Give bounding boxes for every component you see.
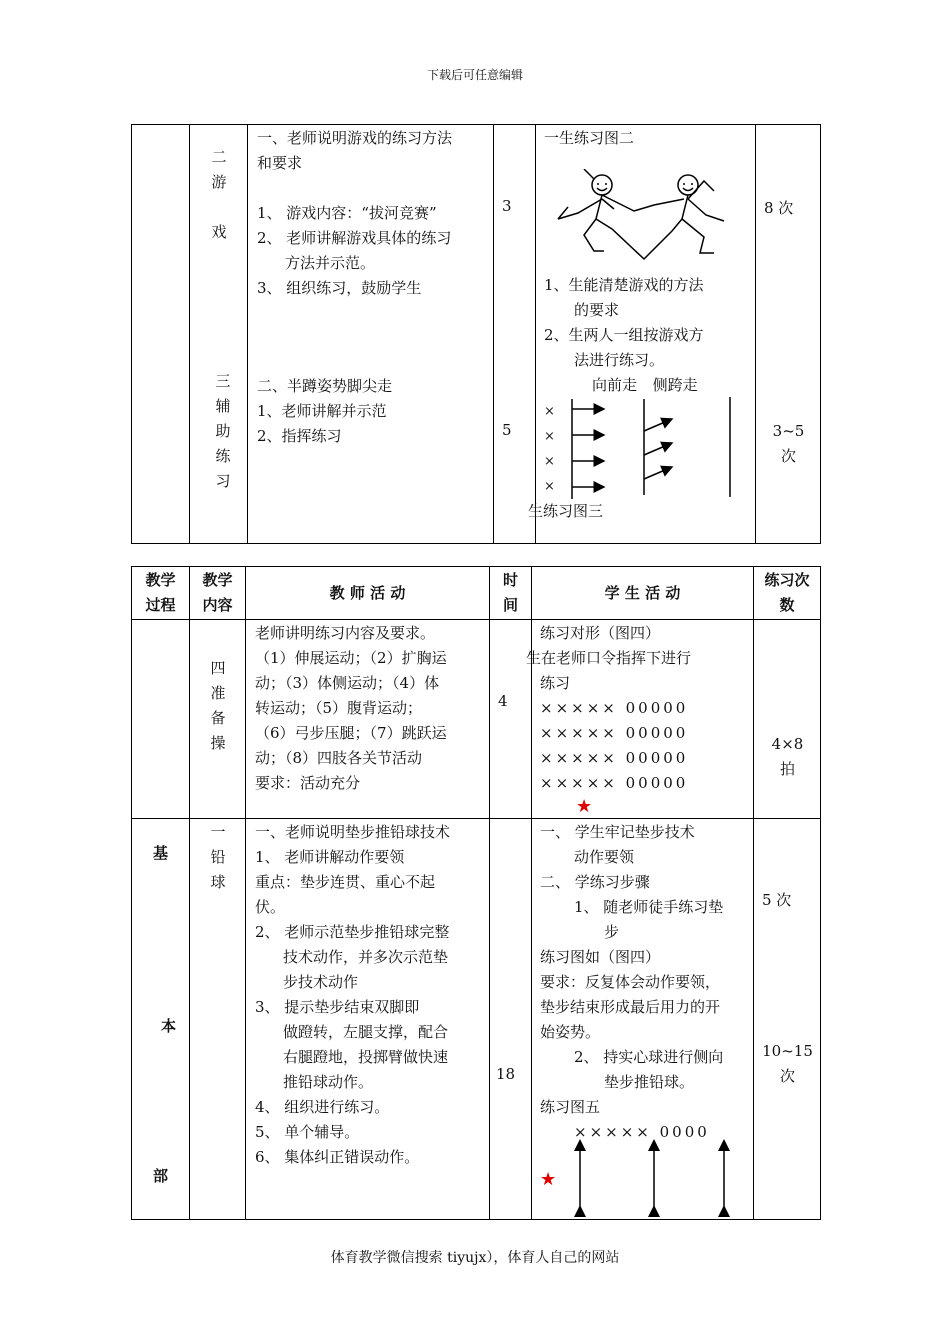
tug-of-war-figure xyxy=(554,169,734,269)
student-line: 生在老师口令指挥下进行 xyxy=(526,649,692,667)
side-arrow-icon xyxy=(644,467,672,479)
student-marker: × xyxy=(544,479,555,494)
teacher-line: 2、指挥练习 xyxy=(257,427,342,445)
content-char: 一 xyxy=(210,823,226,841)
header-student: 学 生 活 动 xyxy=(532,567,754,620)
student-line: 1、 随老师徒手练习垫 xyxy=(574,898,724,916)
teacher-line: 一、老师说明垫步推铅球技术 xyxy=(255,823,451,841)
count-value: 次 xyxy=(780,447,796,465)
movement-arrows-figure xyxy=(566,395,746,499)
content-cell xyxy=(190,819,246,1220)
teacher-line: 右腿蹬地，投掷臂做快速 xyxy=(283,1048,449,1066)
content-char: 习 xyxy=(215,472,231,490)
teacher-line: 推铅球动作。 xyxy=(283,1073,374,1091)
content-char: 戏 xyxy=(211,223,227,241)
content-char: 铅 xyxy=(210,848,226,866)
teacher-line: 要求：活动充分 xyxy=(255,774,361,792)
content-char: 四 xyxy=(210,659,226,677)
formation-row: ××××× 0000 xyxy=(574,1123,710,1141)
diagram-label-side: 侧跨走 xyxy=(652,376,698,394)
teacher-activity-cell xyxy=(248,125,494,544)
process-char: 本 xyxy=(161,1017,177,1035)
teacher-line: 动；（3）体侧运动；（4）体 xyxy=(255,674,440,692)
process-cell-empty xyxy=(132,125,190,544)
student-line: 法进行练习。 xyxy=(574,351,665,369)
side-arrow-icon xyxy=(644,419,672,431)
teacher-line: 5、 单个辅导。 xyxy=(255,1123,360,1141)
student-line: 练习图如（图四） xyxy=(540,948,661,966)
content-cell xyxy=(190,620,246,819)
content-char: 准 xyxy=(210,684,226,702)
count-value: 3~5 xyxy=(772,422,805,440)
student-marker: × xyxy=(544,454,555,469)
student-marker: × xyxy=(544,404,555,419)
header-process: 教学 过程 xyxy=(132,567,190,620)
process-char: 基 xyxy=(153,844,169,862)
teacher-line: 转运动；（5）腹背运动； xyxy=(255,699,423,717)
teacher-position-star-icon: ★ xyxy=(540,1169,557,1190)
content-char: 备 xyxy=(210,709,226,727)
count-value: 次 xyxy=(779,1067,795,1085)
count-value: 5 次 xyxy=(762,891,792,909)
process-char: 部 xyxy=(153,1167,169,1185)
lesson-table-bottom xyxy=(131,566,821,1220)
content-char: 练 xyxy=(215,447,231,465)
time-cell xyxy=(490,819,532,1220)
teacher-line: 2、 老师讲解游戏具体的练习 xyxy=(257,229,452,247)
header-content: 教学 内容 xyxy=(190,567,246,620)
count-value: 8 次 xyxy=(764,199,794,217)
process-cell-empty xyxy=(132,620,190,819)
student-line: 练习图五 xyxy=(540,1098,601,1116)
count-value: 拍 xyxy=(779,760,795,778)
student-line: 垫步推铅球。 xyxy=(604,1073,695,1091)
time-value: 18 xyxy=(496,1065,516,1083)
student-line: 的要求 xyxy=(574,301,620,319)
teacher-line: 一、老师说明游戏的练习方法 xyxy=(257,129,453,147)
header-teacher: 教 师 活 动 xyxy=(246,567,490,620)
time-value: 4 xyxy=(498,692,508,710)
formation-row: ××××× 00000 xyxy=(540,699,689,717)
student-line: 练习 xyxy=(540,674,571,692)
header-time: 时 间 xyxy=(490,567,532,620)
teacher-line: 2、 老师示范垫步推铅球完整 xyxy=(255,923,450,941)
count-cell xyxy=(754,620,821,819)
student-line: 动作要领 xyxy=(574,848,635,866)
count-cell xyxy=(754,819,821,1220)
teacher-activity-cell xyxy=(246,620,490,819)
teacher-line: 步技术动作 xyxy=(283,973,359,991)
student-line: 一、 学生牢记垫步技术 xyxy=(540,823,695,841)
teacher-line: 3、 提示垫步结束双脚即 xyxy=(255,998,420,1016)
content-char: 球 xyxy=(210,873,226,891)
teacher-line: 伏。 xyxy=(255,898,286,916)
teacher-activity-cell xyxy=(246,819,490,1220)
student-line: 始姿势。 xyxy=(540,1023,601,1041)
header-note: 下载后可任意编辑 xyxy=(426,68,523,82)
student-line: 2、 持实心球进行侧向 xyxy=(574,1048,724,1066)
student-figure-title: 一生练习图二 xyxy=(544,129,635,147)
student-activity-cell xyxy=(528,125,756,544)
content-char: 二 xyxy=(211,148,227,166)
content-char: 操 xyxy=(210,734,226,752)
teacher-line: 3、 组织练习，鼓励学生 xyxy=(257,279,422,297)
teacher-line: 技术动作，并多次示范垫 xyxy=(283,948,449,966)
teacher-line: 6、 集体纠正错误动作。 xyxy=(255,1148,420,1166)
student-line: 步 xyxy=(604,923,620,941)
formation-row: ××××× 00000 xyxy=(540,724,689,742)
teacher-line: 老师讲明练习内容及要求。 xyxy=(255,624,436,642)
time-value: 3 xyxy=(502,197,512,215)
content-cell xyxy=(190,125,248,544)
student-marker: × xyxy=(544,429,555,444)
formation-row: ××××× 00000 xyxy=(540,774,689,792)
teacher-line: 做蹬转，左腿支撑，配合 xyxy=(283,1023,449,1041)
lesson-table-top xyxy=(131,124,821,544)
content-char: 助 xyxy=(215,422,231,440)
student-line: 1、生能清楚游戏的方法 xyxy=(544,276,704,294)
teacher-line: 二、半蹲姿势脚尖走 xyxy=(257,377,393,395)
count-cell xyxy=(756,125,821,544)
teacher-line: 1、老师讲解并示范 xyxy=(257,402,387,420)
teacher-position-star-icon: ★ xyxy=(576,796,593,817)
teacher-line: 4、 组织进行练习。 xyxy=(255,1098,390,1116)
smiley-face-icon xyxy=(592,175,612,195)
student-line: 垫步结束形成最后用力的开 xyxy=(540,998,721,1016)
teacher-line: 1、 老师讲解动作要领 xyxy=(255,848,405,866)
student-line: 练习对形（图四） xyxy=(540,624,661,642)
student-line: 要求：反复体会动作要领， xyxy=(540,973,721,991)
time-cell xyxy=(494,125,536,544)
student-activity-cell xyxy=(532,819,754,1220)
formation-row: ××××× 00000 xyxy=(540,749,689,767)
header-count: 练习次 数 xyxy=(754,567,821,620)
teacher-line: 动；（8）四肢各关节活动 xyxy=(255,749,423,767)
throw-direction-arrows xyxy=(562,1139,732,1219)
student-activity-cell xyxy=(526,620,754,819)
footer-note: 体育教学微信搜索 tiyujx），体育人自己的网站 xyxy=(330,1250,620,1266)
teacher-line: 重点：垫步连贯、重心不起 xyxy=(255,873,436,891)
count-value: 10~15 xyxy=(762,1042,813,1060)
teacher-line: （1）伸展运动；（2）扩胸运 xyxy=(255,649,447,667)
student-figure-caption: 生练习图三 xyxy=(528,502,604,520)
content-char: 辅 xyxy=(215,397,231,415)
time-value: 5 xyxy=(502,421,512,439)
teacher-line: 和要求 xyxy=(257,154,303,172)
teacher-line: 1、 游戏内容：“拔河竞赛” xyxy=(257,204,437,222)
student-line: 2、生两人一组按游戏方 xyxy=(544,326,704,344)
process-cell xyxy=(132,819,190,1220)
teacher-line: （6）弓步压腿；（7）跳跃运 xyxy=(255,724,447,742)
side-arrow-icon xyxy=(644,443,672,455)
content-char: 三 xyxy=(215,372,231,390)
count-value: 4×8 xyxy=(771,735,804,753)
content-char: 游 xyxy=(211,173,227,191)
diagram-label-forward: 向前走 xyxy=(592,376,638,394)
teacher-line: 方法并示范。 xyxy=(285,254,376,272)
student-line: 二、 学练习步骤 xyxy=(540,873,650,891)
